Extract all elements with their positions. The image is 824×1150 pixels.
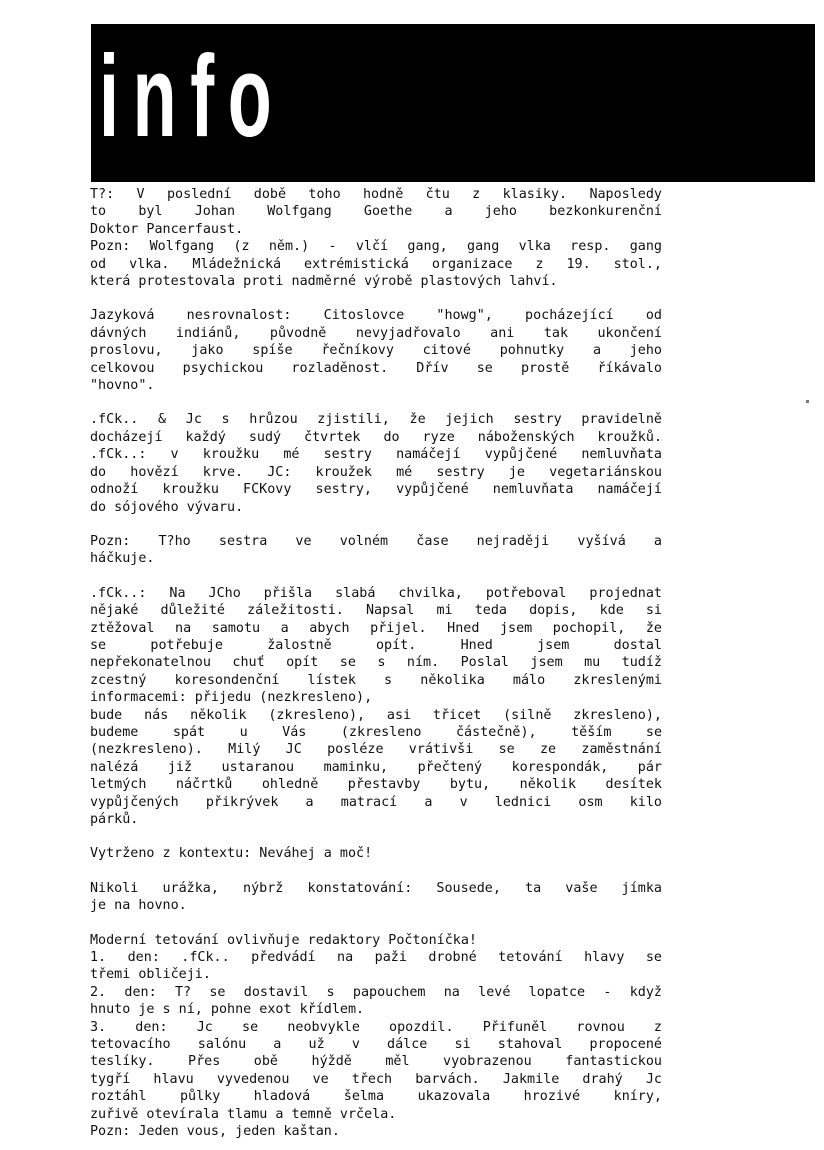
paragraph <box>90 845 662 862</box>
text-line: teslíky. Přes obě hýždě měl vyobrazenou fantastickou <box>90 1054 662 1070</box>
text-line: 1. den: .fCk.. předvádí na paži drobné tetování hlavy se <box>90 950 662 966</box>
text-line: Pozn: Jeden vous, jeden kaštan. <box>90 1124 340 1140</box>
paragraph <box>90 307 662 394</box>
paragraph <box>90 533 662 568</box>
text-line: Pozn: Wolfgang (z něm.) - vlčí gang, gang vlka resp. gang <box>90 239 662 255</box>
text-line: tygří hlavu vyvedenou ve třech barvách. Jakmile drahý Jc <box>90 1071 662 1087</box>
text-line: 3. den: Jc se neobvykle opozdil. Přifuněl rovnou z <box>90 1019 662 1035</box>
text-line: budeme spát u Vás (zkresleno částečně), těším se <box>90 724 662 740</box>
paragraph <box>90 411 662 515</box>
text-line: nějaké důležité záležitosti. Napsal mi teda dopis, kde si <box>90 603 662 619</box>
text-line: Vytrženo z kontextu: Neváhej a moč! <box>90 846 373 862</box>
text-line: nalézá již ustaranou maminku, přečtený korespondák, pár <box>90 759 662 775</box>
text-line: do sójového vývaru. <box>90 499 244 515</box>
text-line: párků. <box>90 812 139 827</box>
text-line: odnoží kroužku FCKovy sestry, vypůjčené nemluvňata namáčejí <box>90 482 662 498</box>
text-line: zuřivě otevírala tlamu a temně vrčela. <box>90 1106 397 1122</box>
text-line: Nikoli urážka, nýbrž konstatování: Sousede, ta vaše jímka <box>90 880 662 896</box>
text-line: ztěžoval na samotu a abych přijel. Hned jsem pochopil, že <box>90 620 662 636</box>
page-title: info <box>99 31 286 161</box>
text-line: od vlka. Mládežnická extrémistická organizace z 19. stol., <box>90 256 662 272</box>
text-line: informacemi: přijedu (nezkresleno), <box>90 690 373 706</box>
text-line: háčkuje. <box>90 551 155 567</box>
text-line: docházejí každý sudý čtvrtek do ryze náboženských kroužků. <box>90 429 662 445</box>
paragraph <box>90 585 662 829</box>
text-line: T?: V poslední době toho hodně čtu z klasiky. Naposledy <box>90 187 662 202</box>
text-line: je na hovno. <box>90 898 187 914</box>
text-line: 2. den: T? se dostavil s papouchem na levé lopatce - když <box>90 984 662 1000</box>
header-banner <box>91 24 815 182</box>
text-line: zcestný koresondenční lístek s několika málo zkreslenými <box>90 672 662 688</box>
text-line: dávných indiánů, původně nevyjadřovalo ani tak ukončení <box>90 325 662 341</box>
text-line: se potřebuje žalostně opít. Hned jsem dostal <box>90 637 662 653</box>
text-line: letmých náčrtků ohledně přestavby bytu, několik desítek <box>90 777 662 793</box>
paragraph <box>90 932 662 1141</box>
text-line: tetovacího salónu a už v dálce si stahoval propocené <box>90 1037 662 1053</box>
scan-speck <box>806 400 809 403</box>
text-line: Doktor Pancerfaust. <box>90 221 244 237</box>
text-line: hnuto je s ní, pohne exot křídlem. <box>90 1002 365 1018</box>
article-body <box>90 186 662 1141</box>
text-line: .fCk..: Na JCho přišla slabá chvilka, potřeboval projednat <box>90 585 662 601</box>
text-line: .fCk..: v kroužku mé sestry namáčejí vypůjčené nemluvňata <box>90 447 662 463</box>
text-line: proslovu, jako spíše řečníkovy citové pohnutky a jeho <box>90 343 662 359</box>
paragraph <box>90 880 662 915</box>
text-line: to byl Johan Wolfgang Goethe a jeho bezkonkurenční <box>90 204 662 220</box>
text-line: Jazyková nesrovnalost: Citoslovce "howg", pocházející od <box>90 308 662 324</box>
text-line: Pozn: T?ho sestra ve volném čase nejraději vyšívá a <box>90 533 662 549</box>
text-line: roztáhl půlky hladová šelma ukazovala hrozivé kníry, <box>90 1089 662 1105</box>
text-line: celkovou psychickou rozladěnost. Dřív se prostě říkávalo <box>90 360 662 376</box>
text-line: "hovno". <box>90 378 155 394</box>
text-line: .fCk.. & Jc s hrůzou zjistili, že jejich sestry pravidelně <box>90 412 662 428</box>
text-line: která protestovala proti nadměrné výrobě plastových lahví. <box>90 274 558 290</box>
text-line: (nezkresleno). Milý JC posléze vrátivši se ze zaměstnání <box>90 742 662 758</box>
text-line: bude nás několik (zkresleno), asi třicet (silně zkresleno), <box>90 707 662 723</box>
text-line: nepřekonatelnou chuť opít se s ním. Poslal jsem mu tudíž <box>90 655 662 671</box>
paragraph <box>90 186 662 290</box>
text-line: do hovězí krve. JC: kroužek mé sestry je vegetariánskou <box>90 464 662 480</box>
text-line: vypůjčených přikrývek a matrací a v lednici osm kilo <box>90 794 662 810</box>
text-line: třemi obličeji. <box>90 967 211 983</box>
text-line: Moderní tetování ovlivňuje redaktory Počtoníčka! <box>90 932 477 948</box>
